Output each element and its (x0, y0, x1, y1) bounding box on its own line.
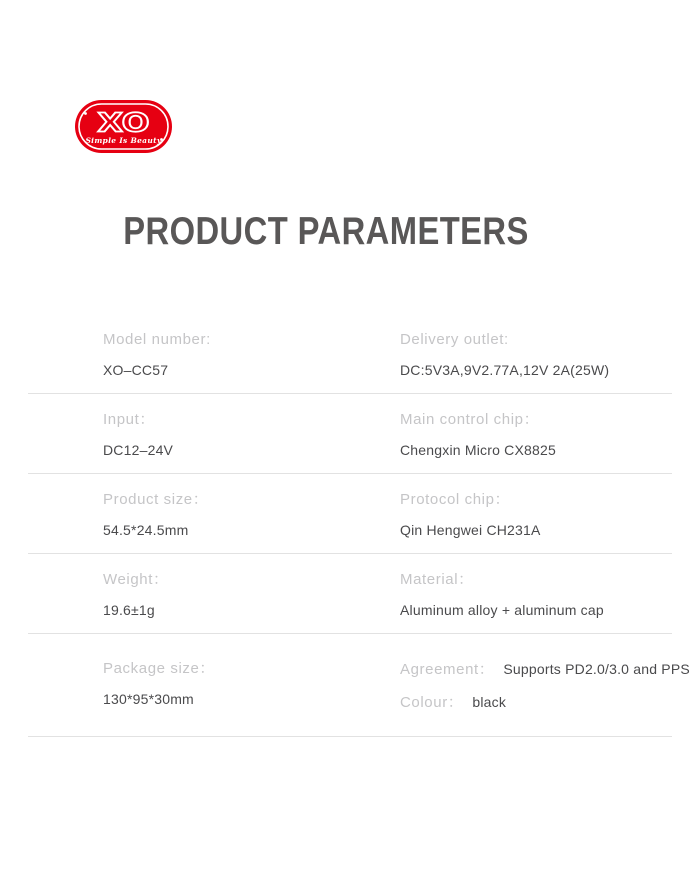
param-label: Delivery outlet: (400, 331, 509, 348)
param-value: XO–CC57 (103, 362, 169, 378)
param-value: black (472, 694, 507, 710)
parameter-row-weight (28, 554, 672, 634)
param-cell (103, 492, 208, 538)
param-cell (400, 332, 609, 378)
param-label: Package size： (103, 660, 216, 677)
param-pair-agreement (400, 661, 690, 679)
parameters-table (28, 314, 690, 737)
param-value: 130*95*30mm (103, 691, 194, 707)
param-label: Weight： (103, 571, 169, 588)
param-cell (103, 572, 169, 618)
param-value: Chengxin Micro CX8825 (400, 442, 556, 458)
param-cell (400, 572, 604, 618)
param-label: Material： (400, 571, 474, 588)
logo-text: XO (97, 108, 150, 139)
param-cell (103, 412, 173, 458)
param-label: Main control chip： (400, 411, 540, 428)
param-label: Colour： (400, 694, 464, 711)
param-cell (103, 332, 211, 378)
parameter-row-input (28, 394, 672, 474)
logo-dot-left (84, 112, 87, 115)
param-label: Model number: (103, 331, 211, 348)
param-value: 54.5*24.5mm (103, 522, 189, 538)
xo-logo-graphic (75, 100, 172, 153)
param-cell (400, 492, 541, 538)
param-value: DC12–24V (103, 442, 174, 458)
param-label: Product size： (103, 491, 209, 508)
param-value: DC:5V3A,9V2.77A,12V 2A(25W) (400, 362, 610, 378)
xo-logo (75, 100, 172, 153)
page-title: PRODUCT PARAMETERS (123, 210, 529, 253)
param-label: Input： (103, 411, 155, 428)
param-cell (400, 661, 690, 712)
param-cell (400, 412, 556, 458)
param-cell (103, 661, 215, 707)
param-value: Qin Hengwei CH231A (400, 522, 541, 538)
param-value: Aluminum alloy + aluminum cap (400, 602, 604, 618)
param-label: Protocol chip： (400, 491, 511, 508)
param-value: 19.6±1g (103, 602, 155, 618)
param-value: Supports PD2.0/3.0 and PPS (503, 661, 690, 677)
parameter-row-package (28, 634, 690, 737)
parameter-row-product-size (28, 474, 672, 554)
parameter-row-model (28, 314, 672, 394)
param-pair-colour (400, 694, 690, 712)
logo-tagline: Simple Is Beauty (85, 136, 162, 145)
param-label: Agreement： (400, 661, 495, 678)
